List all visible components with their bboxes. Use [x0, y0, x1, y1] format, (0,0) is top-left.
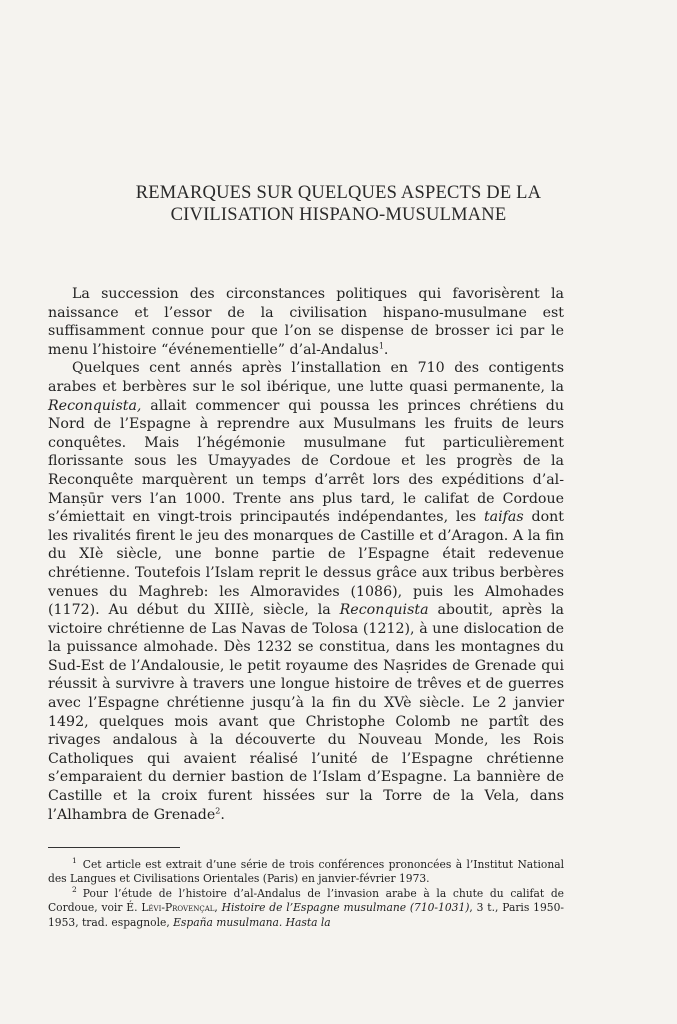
footnote-ref-2: 2: [215, 805, 221, 815]
p2-part-e: dont les rivalités firent le jeu des monarques de Castille et d’Aragon. A la fin du XIè siècle, une bonne partie de l’Espagne était redevenue chrétienne. Toutefois l’Islam reprit le dessus grâce aux tribus berbères venues du Maghreb: les Almoravides (1086), puis les Almohades (1172). Au début du XIIIè, siècle, la: [48, 509, 564, 619]
footnotes: [48, 858, 564, 930]
article-title: [40, 182, 637, 226]
article-body: [48, 285, 564, 824]
footnote-1-number: 1: [72, 856, 77, 866]
footnote-2: [48, 887, 564, 930]
footnote-rule: [48, 847, 180, 848]
title-line-2: CIVILISATION HISPANO-MUSULMANE: [170, 205, 507, 225]
footnote-2-title-2: España musulmana. Hasta la: [173, 915, 331, 929]
footnote-2-text-c: , 3 t., Paris 1950-1953, trad. espagnole,: [48, 901, 564, 929]
p2-italic-taifas: taifas: [483, 509, 524, 526]
title-line-1: REMARQUES SUR QUELQUES ASPECTS DE LA: [135, 183, 542, 203]
footnote-2-author: Lévi-Provençal,: [141, 901, 218, 915]
footnote-2-title: Histoire de l’Espagne musulmane (710-1031): [221, 901, 470, 915]
p2-part-a: Quelques cent annés après l’installation en 710 des contigents arabes et berbères sur le sol ibérique, une lutte quasi permanente, la: [48, 360, 564, 395]
footnote-ref-1: 1: [378, 341, 384, 351]
footnote-2-number: 2: [72, 885, 77, 895]
footnote-1-text: Cet article est extrait d’une série de trois conférences prononcées à l’Institut National des Langues et Civilisations Orientales (Paris) en janvier-février 1973.: [48, 858, 564, 886]
p2-italic-reconquista-2: Reconquista: [339, 602, 429, 619]
p2-italic-reconquista: Reconquista,: [48, 397, 142, 414]
footnote-1: [48, 858, 564, 887]
paragraph-1: [48, 285, 564, 359]
p2-part-c: allait commencer qui poussa les princes chrétiens du Nord de l’Espagne à reprendre aux Musulmans les fruits de leurs conquêtes. Mais l’hégémonie musulmane fut particulièrement florissante sous les Umayyades de Cordoue et les progrès de la Reconquête marquèrent un temps d’arrêt lors des expéditions d’al-Manṣūr vers l’an 1000. Trente ans plus tard, le califat de Cordoue s’émiettait en vingt-trois principautés indépendantes, les: [48, 397, 564, 526]
footnote-2-text-a: Pour l’étude de l’histoire d’al-Andalus de l’invasion arabe à la chute du califat de Cordoue, voir É.: [48, 886, 564, 915]
paragraph-1-text: La succession des circonstances politiques qui favorisèrent la naissance et l’essor de la civilisation hispano-musulmane est suffisamment connue pour que l’on se dispense de brosser ici par le menu l’histoire “événementielle” d’al-Andalus: [48, 286, 564, 358]
p2-part-g: aboutit, après la victoire chrétienne de Las Navas de Tolosa (1212), à une dislocation de la puissance almohade. Dès 1232 se constitua, dans les montagnes du Sud-Est de l’Andalousie, le petit royaume des Naṣrides de Grenade qui réussit à survivre à travers une longue histoire de trêves et de guerres avec l’Espagne chrétienne jusqu’à la fin du XVè siècle. Le 2 janvier 1492, quelques mois avant que Christophe Colomb ne partît des rivages andalous à la découverte du Nouveau Monde, les Rois Catholiques qui avaient réalisé l’unité de l’Espagne chrétienne s’emparaient du dernier bastion de l’Islam d’Espagne. La bannière de Castille et la croix furent hissées sur la Torre de la Vela, dans l’Alhambra de Grenade: [48, 602, 564, 823]
p2-end: .: [220, 806, 225, 823]
paragraph-2: [48, 359, 564, 824]
paragraph-1-end: .: [383, 341, 389, 358]
